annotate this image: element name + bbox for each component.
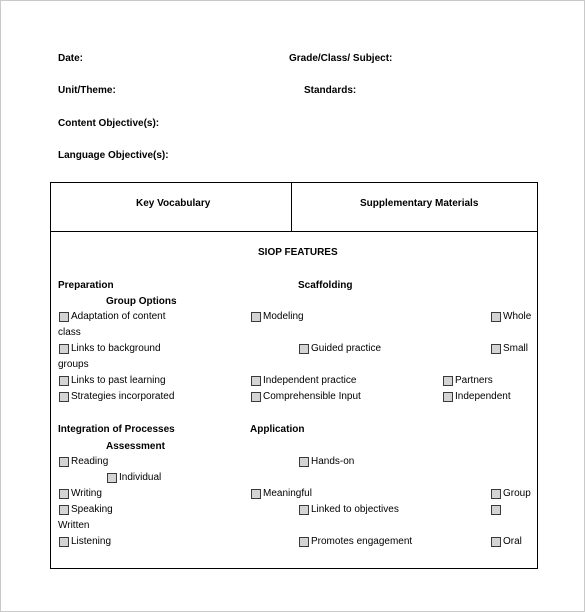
small-checkbox[interactable]	[491, 344, 501, 354]
standards-label: Standards:	[304, 85, 357, 96]
listening-label: Listening	[71, 536, 112, 547]
reading-checkbox[interactable]	[59, 457, 69, 467]
links-past-label: Links to past learning	[71, 375, 166, 386]
oral-checkbox[interactable]	[491, 537, 501, 547]
column-divider	[291, 183, 292, 231]
group-options-heading: Group Options	[106, 296, 177, 307]
speaking-label: Speaking	[71, 504, 113, 515]
strategies-checkbox[interactable]	[59, 392, 69, 402]
content-objectives-label: Content Objective(s):	[58, 118, 160, 129]
date-label: Date:	[58, 53, 84, 64]
scaffolding-heading: Scaffolding	[298, 280, 353, 291]
siop-features-title: SIOP FEATURES	[258, 247, 338, 258]
adaptation-label: Adaptation of content	[71, 311, 166, 322]
independent-label: Independent	[455, 391, 511, 402]
unit-theme-label: Unit/Theme:	[58, 85, 116, 96]
links-background-checkbox[interactable]	[59, 344, 69, 354]
independent-practice-checkbox[interactable]	[251, 376, 261, 386]
language-objectives-label: Language Objective(s):	[58, 150, 169, 161]
row-divider	[51, 231, 537, 232]
groups-label: groups	[58, 359, 89, 370]
listening-checkbox[interactable]	[59, 537, 69, 547]
integration-heading: Integration of Processes	[58, 424, 175, 435]
meaningful-label: Meaningful	[263, 488, 312, 499]
key-vocabulary-header: Key Vocabulary	[136, 198, 211, 209]
individual-checkbox[interactable]	[107, 473, 117, 483]
promotes-engagement-checkbox[interactable]	[299, 537, 309, 547]
written-label: Written	[58, 520, 90, 531]
promotes-engagement-label: Promotes engagement	[311, 536, 413, 547]
group-label: Group	[503, 488, 531, 499]
class-label: class	[58, 327, 81, 338]
writing-label: Writing	[71, 488, 102, 499]
assessment-heading: Assessment	[106, 441, 165, 452]
whole-label: Whole	[503, 311, 532, 322]
reading-label: Reading	[71, 456, 109, 467]
application-heading: Application	[250, 424, 305, 435]
small-label: Small	[503, 343, 529, 354]
supplementary-materials-header: Supplementary Materials	[360, 198, 479, 209]
hands-on-checkbox[interactable]	[299, 457, 309, 467]
partners-label: Partners	[455, 375, 493, 386]
modeling-checkbox[interactable]	[251, 312, 261, 322]
oral-label: Oral	[503, 536, 522, 547]
writing-checkbox[interactable]	[59, 489, 69, 499]
strategies-label: Strategies incorporated	[71, 391, 175, 402]
partners-checkbox[interactable]	[443, 376, 453, 386]
linked-objectives-label: Linked to objectives	[311, 504, 399, 515]
linked-objectives-checkbox[interactable]	[299, 505, 309, 515]
hands-on-label: Hands-on	[311, 456, 355, 467]
independent-practice-label: Independent practice	[263, 375, 357, 386]
meaningful-checkbox[interactable]	[251, 489, 261, 499]
guided-practice-label: Guided practice	[311, 343, 382, 354]
independent-checkbox[interactable]	[443, 392, 453, 402]
comprehensible-input-checkbox[interactable]	[251, 392, 261, 402]
comprehensible-input-label: Comprehensible Input	[263, 391, 361, 402]
modeling-label: Modeling	[263, 311, 304, 322]
speaking-checkbox[interactable]	[59, 505, 69, 515]
whole-checkbox[interactable]	[491, 312, 501, 322]
links-background-label: Links to background	[71, 343, 161, 354]
guided-practice-checkbox[interactable]	[299, 344, 309, 354]
adaptation-checkbox[interactable]	[59, 312, 69, 322]
individual-label: Individual	[119, 472, 162, 483]
preparation-heading: Preparation	[58, 280, 114, 291]
links-past-checkbox[interactable]	[59, 376, 69, 386]
group-checkbox[interactable]	[491, 489, 501, 499]
written-checkbox[interactable]	[491, 505, 501, 515]
grade-class-subject-label: Grade/Class/ Subject:	[289, 53, 393, 64]
